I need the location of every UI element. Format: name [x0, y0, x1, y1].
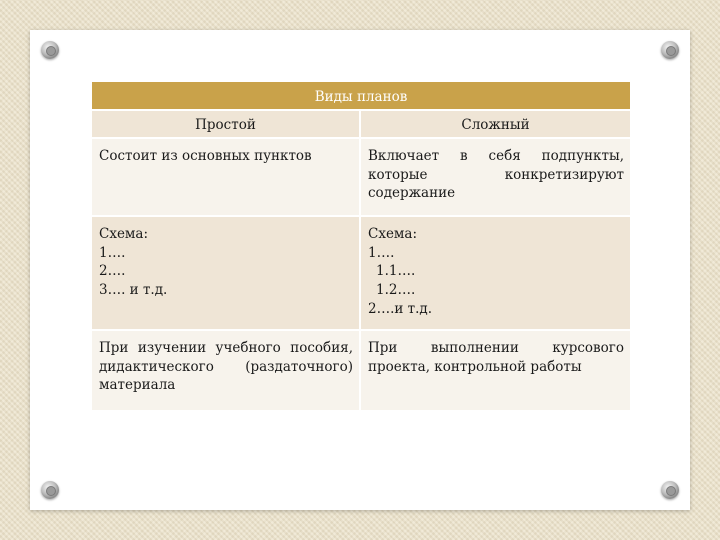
table-row — [92, 216, 630, 330]
column-header-complex: Сложный — [360, 110, 630, 138]
cell-simple: При изучении учебного пособия, дидактического (раздаточного) материала — [92, 330, 360, 410]
cell-simple — [92, 216, 360, 330]
pin-icon — [661, 41, 679, 59]
column-header-simple: Простой — [92, 110, 360, 138]
pin-icon — [41, 41, 59, 59]
table-row — [92, 330, 630, 410]
scheme-line: 2…. — [99, 263, 126, 280]
plans-table — [92, 82, 630, 410]
scheme-line: 3…. и т.д. — [99, 281, 168, 298]
cell-complex: При выполнении курсового проекта, контрольной работы — [360, 330, 630, 410]
scheme-line: Схема: — [368, 226, 418, 242]
column-header-row — [92, 110, 630, 138]
pin-icon — [41, 481, 59, 499]
cell-complex: Включает в себя подпункты, которые конкретизируют содержание — [360, 138, 630, 216]
scheme-line: 2….и т.д. — [368, 300, 433, 317]
cell-simple: Состоит из основных пунктов — [92, 138, 360, 216]
table-title: Виды планов — [92, 82, 630, 110]
table-row — [92, 138, 630, 216]
scheme-line: 1.1…. — [376, 263, 416, 280]
scheme-line: 1…. — [99, 244, 126, 261]
scheme-line: Схема: — [99, 226, 149, 242]
table-title-row — [92, 82, 630, 110]
scheme-line: 1…. — [368, 244, 395, 261]
pin-icon — [661, 481, 679, 499]
cell-complex — [360, 216, 630, 330]
scheme-line: 1.2…. — [376, 281, 416, 298]
